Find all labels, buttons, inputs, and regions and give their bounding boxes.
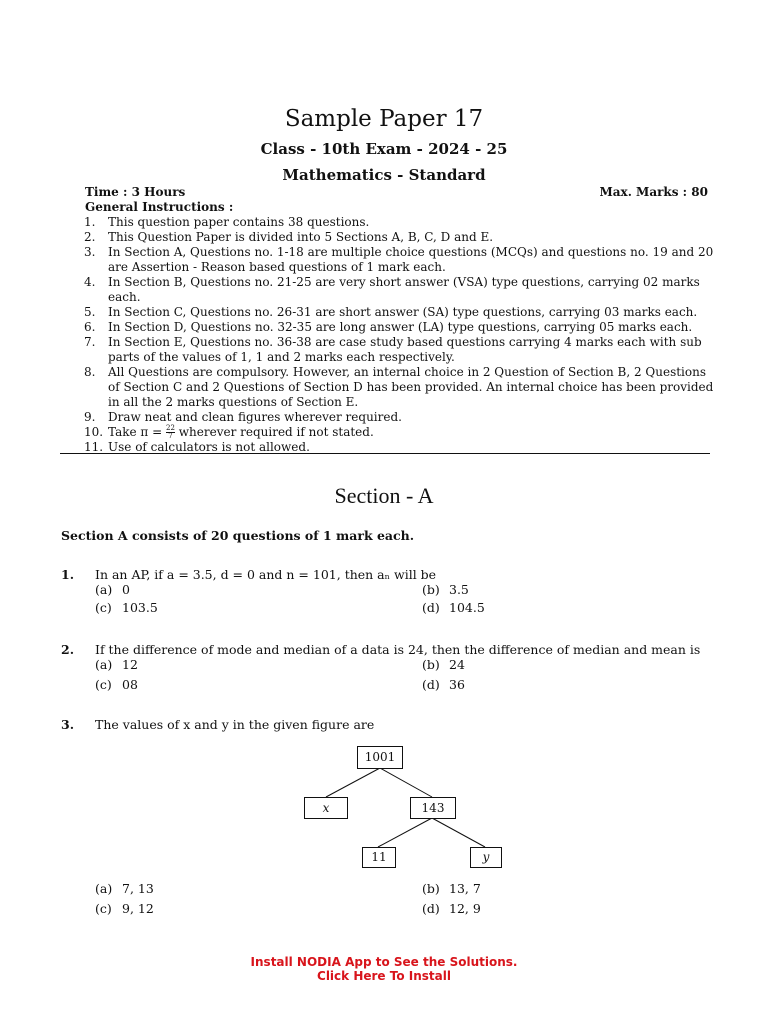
option-label: (c) [95, 600, 112, 615]
instruction-number: 4. [84, 275, 96, 289]
option-label: (d) [422, 901, 440, 916]
option-text: 13, 7 [449, 881, 481, 896]
question-text: If the difference of mode and median of a data is 24, then the difference of median and mean is [95, 642, 701, 657]
instruction-number: 9. [84, 410, 96, 424]
option-b [422, 881, 481, 896]
option-label: (d) [422, 600, 440, 615]
question-text: The values of x and y in the given figure are [95, 717, 375, 732]
option-label: (b) [422, 657, 440, 672]
instruction-number: 5. [84, 305, 96, 319]
question-text: In an AP, if a = 3.5, d = 0 and n = 101, then aₙ will be [95, 567, 437, 582]
instruction-text: In Section C, Questions no. 26-31 are short answer (SA) type questions, carrying 03 marks each. [108, 305, 698, 319]
install-app-link[interactable]: Install NODIA App to See the Solutions. [250, 955, 518, 969]
option-text: 104.5 [449, 600, 485, 615]
tree-node-leaf1: 11 [362, 847, 396, 868]
fraction-numerator: 22 [166, 424, 175, 432]
instruction-number: 6. [84, 320, 96, 334]
instruction-text: This Question Paper is divided into 5 Sections A, B, C, D and E. [108, 230, 494, 244]
instruction-text: In Section E, Questions no. 36-38 are case study based questions carrying 4 marks each with sub parts of the values of 1, 1 and 2 marks each respectively. [108, 335, 702, 364]
section-note: Section A consists of 20 questions of 1 mark each. [61, 528, 415, 543]
option-text: 7, 13 [122, 881, 154, 896]
instruction-text-before: Take π = [108, 425, 163, 439]
question-number: 3. [61, 717, 75, 732]
tree-node-mid: 143 [410, 797, 456, 819]
question-number: 1. [61, 567, 75, 582]
instruction-text-after: wherever required if not stated. [178, 425, 374, 439]
instruction-number: 3. [84, 245, 96, 259]
instruction-text: Use of calculators is not allowed. [108, 440, 310, 454]
option-label: (a) [95, 881, 113, 896]
option-text: 08 [122, 677, 138, 692]
instruction-number: 11. [84, 440, 104, 454]
instruction-number: 10. [84, 425, 104, 439]
tree-node-root: 1001 [357, 746, 403, 769]
fraction-denominator: 7 [168, 432, 173, 440]
option-label: (b) [422, 582, 440, 597]
option-label: (d) [422, 677, 440, 692]
option-text: 24 [449, 657, 465, 672]
option-label: (a) [95, 657, 113, 672]
option-text: 12 [122, 657, 138, 672]
question-number: 2. [61, 642, 75, 657]
time-label: Time : 3 Hours [85, 185, 186, 199]
general-instructions-label: General Instructions : [85, 200, 234, 214]
instruction-number: 2. [84, 230, 96, 244]
option-a [95, 881, 154, 896]
option-label: (c) [95, 901, 112, 916]
click-to-install-link[interactable]: Click Here To Install [317, 969, 451, 983]
option-text: 9, 12 [122, 901, 154, 916]
option-text: 36 [449, 677, 465, 692]
instruction-text: All Questions are compulsory. However, an internal choice in 2 Question of Section B, 2 Questions of Section C and 2 Questions of Section D has been provided. An internal choice has been provided in all the 2 marks questions of Section E. [108, 365, 714, 409]
tree-node-x: x [304, 797, 348, 819]
instruction-number: 8. [84, 365, 96, 379]
option-text: 12, 9 [449, 901, 481, 916]
option-c [95, 901, 154, 916]
max-marks-label: Max. Marks : 80 [599, 185, 708, 199]
option-label: (c) [95, 677, 112, 692]
option-text: 103.5 [122, 600, 158, 615]
instruction-text: This question paper contains 38 questions. [108, 215, 370, 229]
class-line: Class - 10th Exam - 2024 - 25 [260, 140, 508, 158]
option-d [422, 901, 481, 916]
tree-node-y: y [470, 847, 502, 868]
option-label: (b) [422, 881, 440, 896]
option-text: 0 [122, 582, 130, 597]
instruction-text: In Section A, Questions no. 1-18 are multiple choice questions (MCQs) and questions no. 19 and 20 are Assertion - Reason based questions of 1 mark each. [108, 245, 714, 274]
instruction-text: Draw neat and clean figures wherever required. [108, 410, 402, 424]
subject-line: Mathematics - Standard [282, 166, 486, 184]
paper-title: Sample Paper 17 [284, 106, 484, 132]
option-text: 3.5 [449, 582, 469, 597]
instruction-text: In Section D, Questions no. 32-35 are long answer (LA) type questions, carrying 05 marks each. [108, 320, 693, 334]
section-title: Section - A [334, 483, 434, 508]
instruction-text: In Section B, Questions no. 21-25 are very short answer (VSA) type questions, carrying 02 marks each. [108, 275, 700, 304]
instruction-number: 1. [84, 215, 96, 229]
option-label: (a) [95, 582, 113, 597]
instruction-number: 7. [84, 335, 96, 349]
